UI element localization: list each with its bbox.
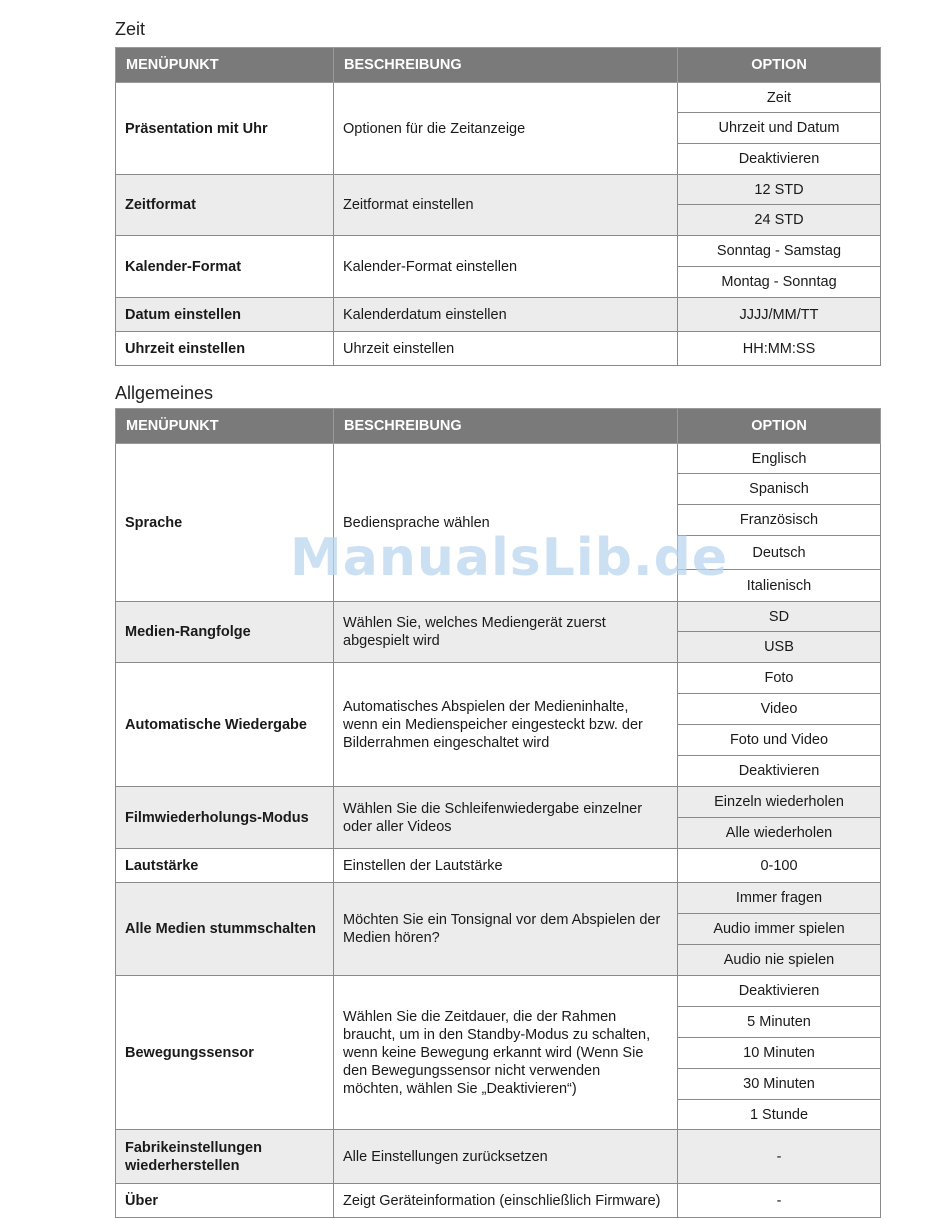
option-value: Montag - Sonntag (678, 267, 881, 298)
header-beschreibung: BESCHREIBUNG (334, 409, 678, 444)
table-row (116, 849, 881, 883)
option-value: HH:MM:SS (678, 332, 881, 366)
option-value: Audio immer spielen (678, 914, 881, 945)
header-option: OPTION (678, 409, 881, 444)
option-value: Audio nie spielen (678, 945, 881, 976)
option-value: Foto und Video (678, 725, 881, 756)
table-row (116, 236, 881, 267)
header-menupunkt: MENÜPUNKT (116, 48, 334, 83)
table-header-row (116, 409, 881, 444)
option-value: Spanisch (678, 474, 881, 505)
menu-item-label: Medien-Rangfolge (116, 602, 334, 663)
option-value: Uhrzeit und Datum (678, 113, 881, 144)
table-row (116, 663, 881, 694)
table-row (116, 332, 881, 366)
table-row (116, 175, 881, 205)
option-value: Deutsch (678, 536, 881, 570)
option-value: Immer fragen (678, 883, 881, 914)
option-value: 30 Minuten (678, 1069, 881, 1100)
option-value: - (678, 1130, 881, 1184)
option-value: 12 STD (678, 175, 881, 205)
menu-item-label: Automatische Wiedergabe (116, 663, 334, 787)
header-option: OPTION (678, 48, 881, 83)
option-value: Video (678, 694, 881, 725)
option-value: Englisch (678, 444, 881, 474)
description-text: Automatisches Abspielen der Medieninhalte, wenn ein Medienspeicher eingesteckt bzw. der Bilderrahmen eingeschaltet wird (334, 663, 678, 787)
option-value: - (678, 1184, 881, 1218)
description-text: Alle Einstellungen zurücksetzen (334, 1130, 678, 1184)
option-value: 5 Minuten (678, 1007, 881, 1038)
menu-item-label: Uhrzeit einstellen (116, 332, 334, 366)
description-text: Kalender-Format einstellen (334, 236, 678, 298)
description-text: Optionen für die Zeitanzeige (334, 83, 678, 175)
description-text: Wählen Sie die Schleifenwiedergabe einzelner oder aller Videos (334, 787, 678, 849)
section-title-allgemeines: Allgemeines (115, 383, 214, 403)
description-text: Wählen Sie die Zeitdauer, die der Rahmen braucht, um in den Standby-Modus zu schalten, wenn keine Bewegung erkannt wird (Wenn Sie den Bewegungssensor nicht verwenden möchten, wählen Sie „Deaktivieren“) (334, 976, 678, 1130)
section-title-zeit: Zeit (115, 19, 146, 39)
option-value: Foto (678, 663, 881, 694)
option-value: 10 Minuten (678, 1038, 881, 1069)
description-text: Zeitformat einstellen (334, 175, 678, 236)
option-value: Französisch (678, 505, 881, 536)
table-row (116, 298, 881, 332)
description-text: Uhrzeit einstellen (334, 332, 678, 366)
option-value: Zeit (678, 83, 881, 113)
option-value: USB (678, 632, 881, 663)
menu-item-label: Kalender-Format (116, 236, 334, 298)
option-value: Alle wiederholen (678, 818, 881, 849)
table-row (116, 1130, 881, 1184)
table-header-row (116, 48, 881, 83)
option-value: Sonntag - Samstag (678, 236, 881, 267)
menu-item-label: Fabrikeinstellungen wiederherstellen (116, 1130, 334, 1184)
menu-item-label: Datum einstellen (116, 298, 334, 332)
table-row (116, 787, 881, 818)
table-row (116, 444, 881, 474)
option-value: 1 Stunde (678, 1100, 881, 1130)
menu-item-label: Zeitformat (116, 175, 334, 236)
option-value: SD (678, 602, 881, 632)
description-text: Einstellen der Lautstärke (334, 849, 678, 883)
option-value: Deaktivieren (678, 756, 881, 787)
option-value: Deaktivieren (678, 144, 881, 175)
table-row (116, 83, 881, 113)
description-text: Möchten Sie ein Tonsignal vor dem Abspielen der Medien hören? (334, 883, 678, 976)
header-menupunkt: MENÜPUNKT (116, 409, 334, 444)
watermark: ManualsLib.de (290, 528, 729, 588)
settings-table-allgemeines (115, 408, 881, 1218)
settings-table-zeit (115, 47, 881, 366)
option-value: Italienisch (678, 570, 881, 602)
table-row (116, 883, 881, 914)
menu-item-label: Lautstärke (116, 849, 334, 883)
menu-item-label: Bewegungssensor (116, 976, 334, 1130)
table-row (116, 602, 881, 632)
option-value: 24 STD (678, 205, 881, 236)
menu-item-label: Präsentation mit Uhr (116, 83, 334, 175)
table-row (116, 1184, 881, 1218)
menu-item-label: Alle Medien stummschalten (116, 883, 334, 976)
description-text: Wählen Sie, welches Mediengerät zuerst abgespielt wird (334, 602, 678, 663)
option-value: Deaktivieren (678, 976, 881, 1007)
option-value: Einzeln wiederholen (678, 787, 881, 818)
option-value: JJJJ/MM/TT (678, 298, 881, 332)
description-text: Kalenderdatum einstellen (334, 298, 678, 332)
option-value: 0-100 (678, 849, 881, 883)
menu-item-label: Filmwiederholungs-Modus (116, 787, 334, 849)
description-text: Zeigt Geräteinformation (einschließlich Firmware) (334, 1184, 678, 1218)
description-text: Bediensprache wählen (334, 444, 678, 602)
menu-item-label: Über (116, 1184, 334, 1218)
menu-item-label: Sprache (116, 444, 334, 602)
table-row (116, 976, 881, 1007)
header-beschreibung: BESCHREIBUNG (334, 48, 678, 83)
